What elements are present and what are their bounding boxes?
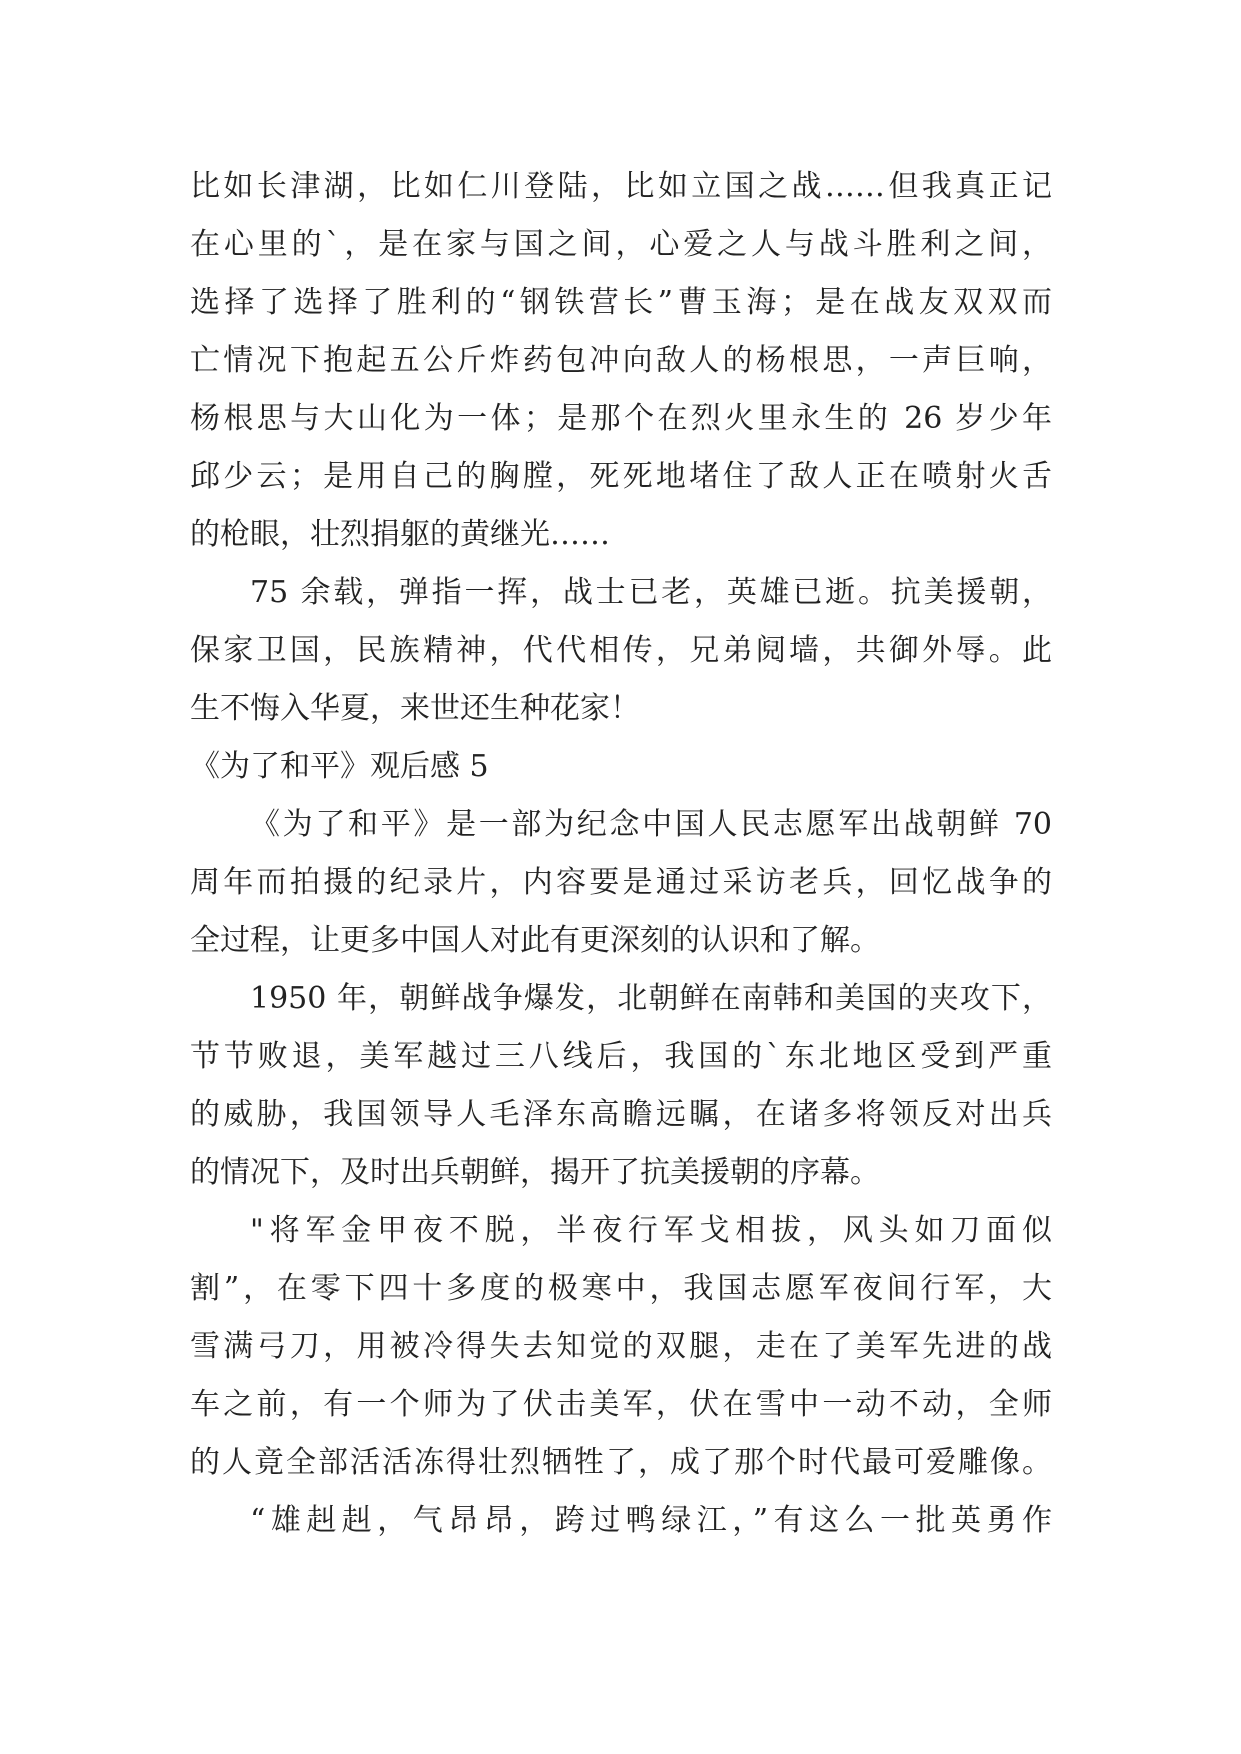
- text-line: 生不悔入华夏，来世还生种花家！: [190, 691, 640, 726]
- paragraph-first-line: “雄赳赳，气昂昂，跨过鸭绿江，”有这么一批英勇作: [250, 1503, 1052, 1538]
- text-line: 周年而拍摄的纪录片，内容要是通过采访老兵，回忆战争的: [190, 865, 1052, 900]
- section-heading: 《为了和平》观后感 5: [190, 749, 489, 784]
- text-line: 杨根思与大山化为一体；是那个在烈火里永生的 26 岁少年: [190, 401, 1052, 436]
- text-line: 亡情况下抱起五公斤炸药包冲向敌人的杨根思，一声巨响，: [190, 343, 1052, 378]
- text-line: 比如长津湖，比如仁川登陆，比如立国之战……但我真正记: [190, 169, 1052, 204]
- paragraph-first-line: "将军金甲夜不脱，半夜行军戈相拔，风头如刀面似: [250, 1213, 1052, 1248]
- text-line: 的情况下，及时出兵朝鲜，揭开了抗美援朝的序幕。: [190, 1155, 880, 1190]
- text-line: 全过程，让更多中国人对此有更深刻的认识和了解。: [190, 923, 880, 958]
- paragraph-first-line: 《为了和平》是一部为纪念中国人民志愿军出战朝鲜 70: [250, 807, 1052, 842]
- paragraph-first-line: 1950 年，朝鲜战争爆发，北朝鲜在南韩和美国的夹攻下，: [250, 981, 1052, 1016]
- text-line: 节节败退，美军越过三八线后，我国的`东北地区受到严重: [190, 1039, 1052, 1074]
- document-body: [190, 158, 1052, 1550]
- paragraph-first-line: 75 余载，弹指一挥，战士已老，英雄已逝。抗美援朝，: [250, 575, 1052, 610]
- text-line: 割”，在零下四十多度的极寒中，我国志愿军夜间行军，大: [190, 1271, 1052, 1306]
- text-line: 邱少云；是用自己的胸膛，死死地堵住了敌人正在喷射火舌: [190, 459, 1052, 494]
- text-line: 选择了选择了胜利的“钢铁营长”曹玉海；是在战友双双而: [190, 285, 1052, 320]
- text-line: 的枪眼，壮烈捐躯的黄继光……: [190, 517, 610, 552]
- text-line: 雪满弓刀，用被冷得失去知觉的双腿，走在了美军先进的战: [190, 1329, 1052, 1364]
- text-line: 的人竟全部活活冻得壮烈牺牲了，成了那个时代最可爱雕像。: [190, 1445, 1052, 1480]
- text-line: 在心里的`，是在家与国之间，心爱之人与战斗胜利之间，: [190, 227, 1052, 262]
- text-line: 保家卫国，民族精神，代代相传，兄弟阋墙，共御外辱。此: [190, 633, 1052, 668]
- text-line: 的威胁，我国领导人毛泽东高瞻远瞩，在诸多将领反对出兵: [190, 1097, 1052, 1132]
- text-line: 车之前，有一个师为了伏击美军，伏在雪中一动不动，全师: [190, 1387, 1052, 1422]
